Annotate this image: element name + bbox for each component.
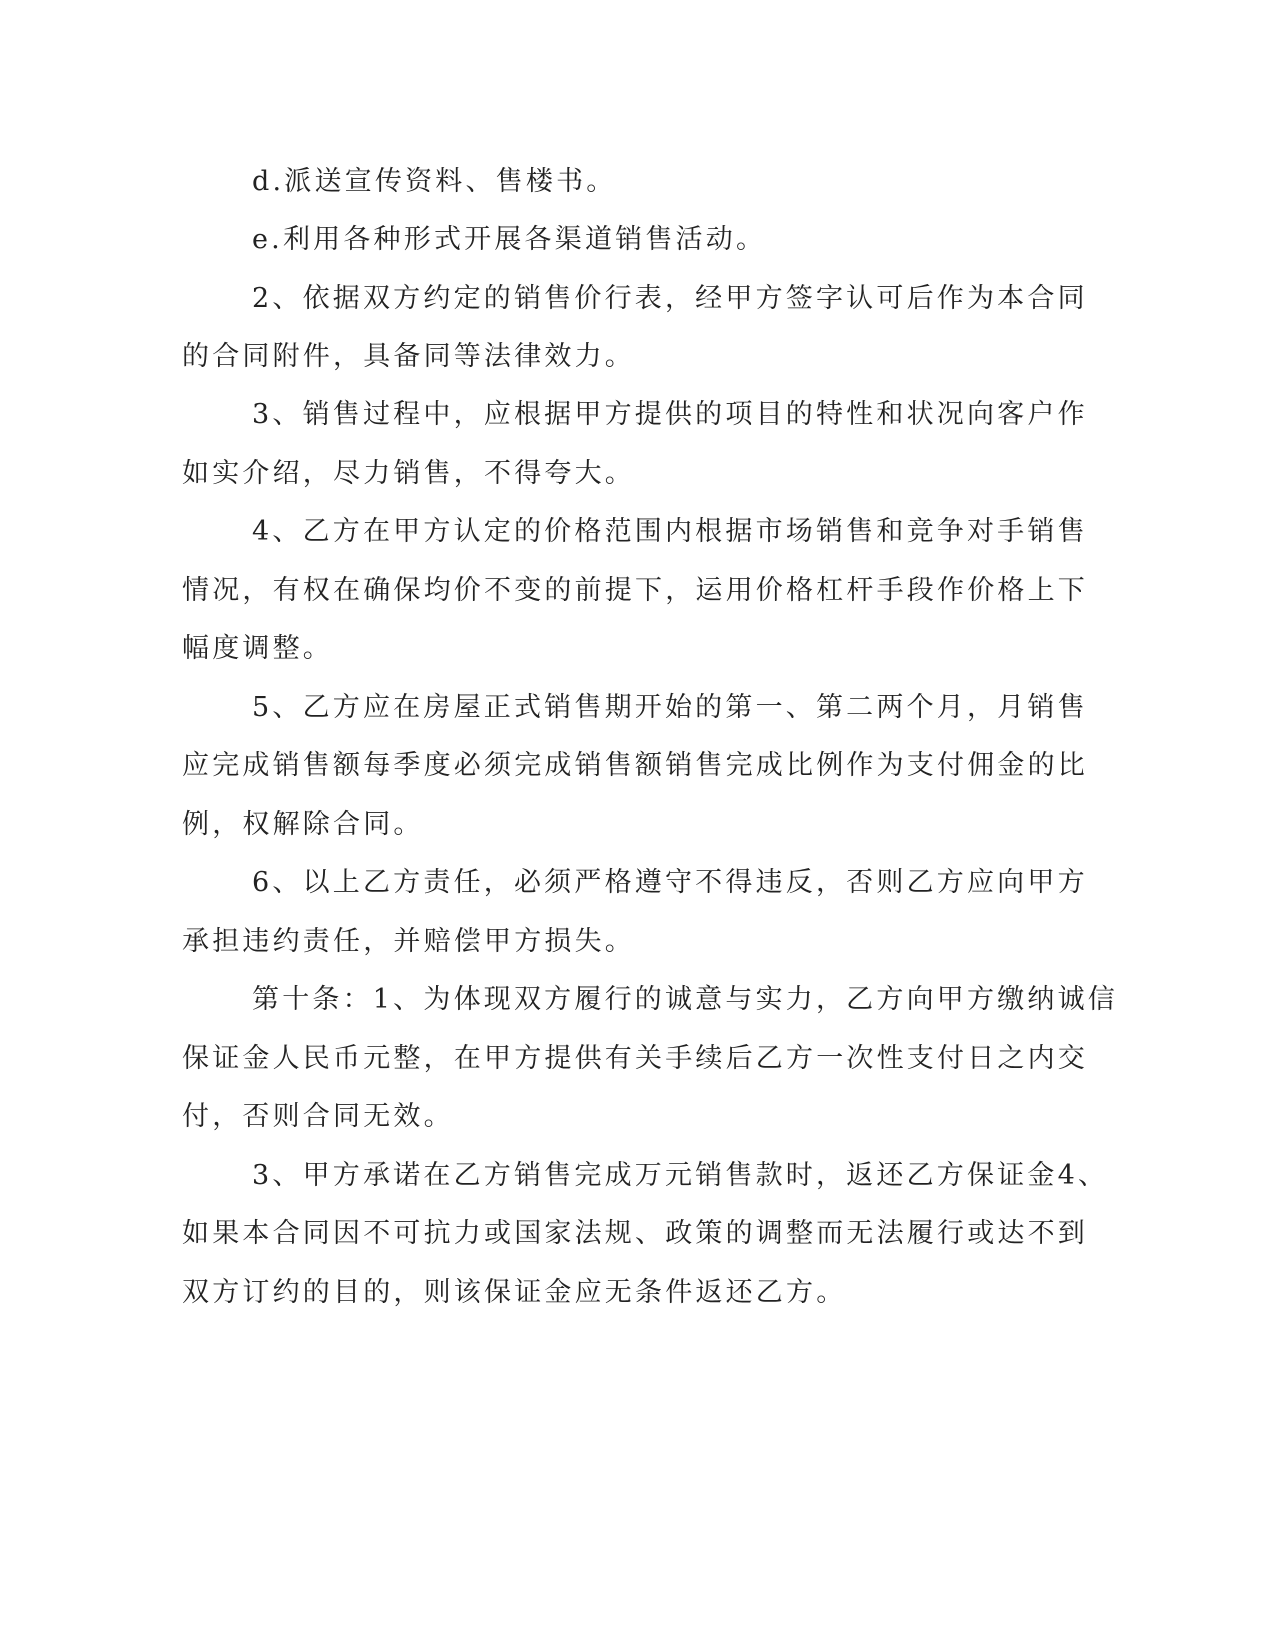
text-line: 3、甲方承诺在乙方销售完成万元销售款时，返还乙方保证金4、 bbox=[252, 1160, 1109, 1191]
text-line: 如实介绍，尽力销售，不得夸大。 bbox=[182, 458, 635, 489]
text-line: 应完成销售额每季度必须完成销售额销售完成比例作为支付佣金的比 bbox=[182, 750, 1088, 781]
text-line: 付，否则合同无效。 bbox=[182, 1101, 454, 1132]
text-line: 2、依据双方约定的销售价行表，经甲方签字认可后作为本合同 bbox=[252, 283, 1088, 314]
text-line: d.派送宣传资料、售楼书。 bbox=[252, 166, 617, 197]
text-line: 幅度调整。 bbox=[182, 633, 333, 664]
text-line: 4、乙方在甲方认定的价格范围内根据市场销售和竞争对手销售 bbox=[252, 516, 1088, 547]
text-line: 双方订约的目的，则该保证金应无条件返还乙方。 bbox=[182, 1277, 847, 1308]
text-line: 如果本合同因不可抗力或国家法规、政策的调整而无法履行或达不到 bbox=[182, 1218, 1088, 1249]
text-line: 的合同附件，具备同等法律效力。 bbox=[182, 341, 635, 372]
text-line: e.利用各种形式开展各渠道销售活动。 bbox=[252, 224, 767, 255]
text-line: 保证金人民币元整，在甲方提供有关手续后乙方一次性支付日之内交 bbox=[182, 1043, 1088, 1074]
text-line: 3、销售过程中，应根据甲方提供的项目的特性和状况向客户作 bbox=[252, 399, 1088, 430]
text-line: 5、乙方应在房屋正式销售期开始的第一、第二两个月，月销售 bbox=[252, 692, 1088, 723]
text-line: 6、以上乙方责任，必须严格遵守不得违反，否则乙方应向甲方 bbox=[252, 867, 1088, 898]
text-line: 例，权解除合同。 bbox=[182, 809, 424, 840]
text-line: 情况，有权在确保均价不变的前提下，运用价格杠杆手段作价格上下 bbox=[182, 575, 1088, 606]
text-line: 承担违约责任，并赔偿甲方损失。 bbox=[182, 926, 635, 957]
text-line: 第十条：1、为体现双方履行的诚意与实力，乙方向甲方缴纳诚信 bbox=[252, 984, 1118, 1015]
